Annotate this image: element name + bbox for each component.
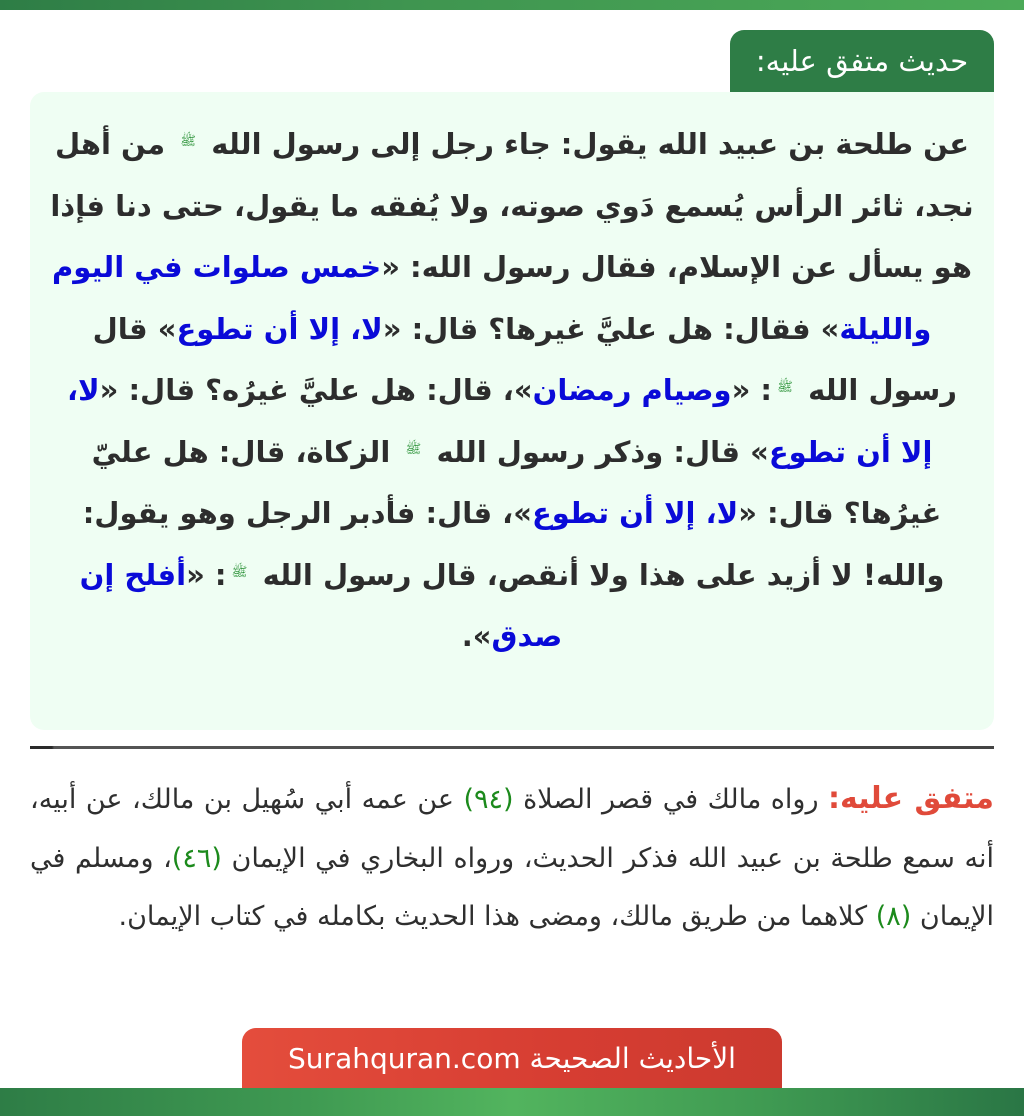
hadith-segment: عن طلحة بن عبيد الله يقول: جاء رجل إلى رسول الله [201,127,970,161]
hadith-segment: : « [186,557,227,592]
hadith-segment: »، قال: هل عليَّ غيرُه؟ قال: « [99,373,533,407]
prophet-quote: وصيام رمضان [532,373,732,407]
salutation-icon: ﷺ [231,564,248,580]
section-divider [30,746,994,749]
source-segment: عن عمه أبي سُهيل بن مالك، عن أبيه، أنه سمع طلحة بن عبيد الله فذكر الحديث، ورواه البخاري في الإيمان [30,784,994,874]
prophet-quote: أفلح إن صدق [79,557,563,653]
salutation-icon: ﷺ [777,380,793,395]
hadith-text [48,114,976,668]
source-segment: ، ومسلم في الإيمان [30,842,994,932]
salutation-icon: ﷺ [405,441,422,457]
hadith-segment: فقال رسول الله: « [381,250,667,284]
site-badge: الأحاديث الصحيحة Surahquran.com [242,1028,782,1090]
source-segment: رواه مالك في قصر الصلاة [513,784,828,815]
reference-number: (٨) [875,901,912,932]
prophet-quote: لا، إلا أن تطوع [531,496,739,530]
reference-number: (٩٤) [463,784,514,815]
bottom-decorative-bar [0,1088,1024,1116]
salutation-icon: ﷺ [180,134,197,149]
reference-number: (٤٦) [171,842,222,874]
prophet-quote: لا، إلا أن تطوع [66,373,933,469]
hadith-segment: ». [461,619,492,653]
source-segment: كلاهما من طريق مالك، ومضى هذا الحديث بكامله في كتاب الإيمان. [118,901,876,932]
prophet-quote: خمس صلوات في اليوم والليلة [52,250,932,346]
hadith-type-title: حديث متفق عليه: [730,30,994,92]
hadith-segment: »، قال: فأدبر الرجل وهو يقول: والله! لا أزيد على هذا ولا أنقص، قال رسول الله [82,496,945,592]
prophet-quote: لا، إلا أن تطوع [176,311,383,346]
hadith-segment: الزكاة، قال: هل عليّ غيرُها؟ قال: « [91,434,942,530]
hadith-segment: » قال: وذكر رسول الله [426,434,769,469]
hadith-segment: » فقال: هل عليَّ غيرها؟ قال: « [382,311,840,346]
hadith-segment: : « [731,373,772,407]
hadith-segment: » قال رسول الله [92,311,958,407]
top-decorative-bar [0,0,1024,10]
hadith-segment: من أهل نجد، ثائر الرأس يُسمع دَوي صوته، ولا يُفقه ما يقول، حتى دنا فإذا هو يسأل عن الإسلام، [50,127,974,284]
hadith-text-box [30,92,994,730]
source-label: متفق عليه: [828,781,994,816]
hadith-source-text [30,770,994,947]
